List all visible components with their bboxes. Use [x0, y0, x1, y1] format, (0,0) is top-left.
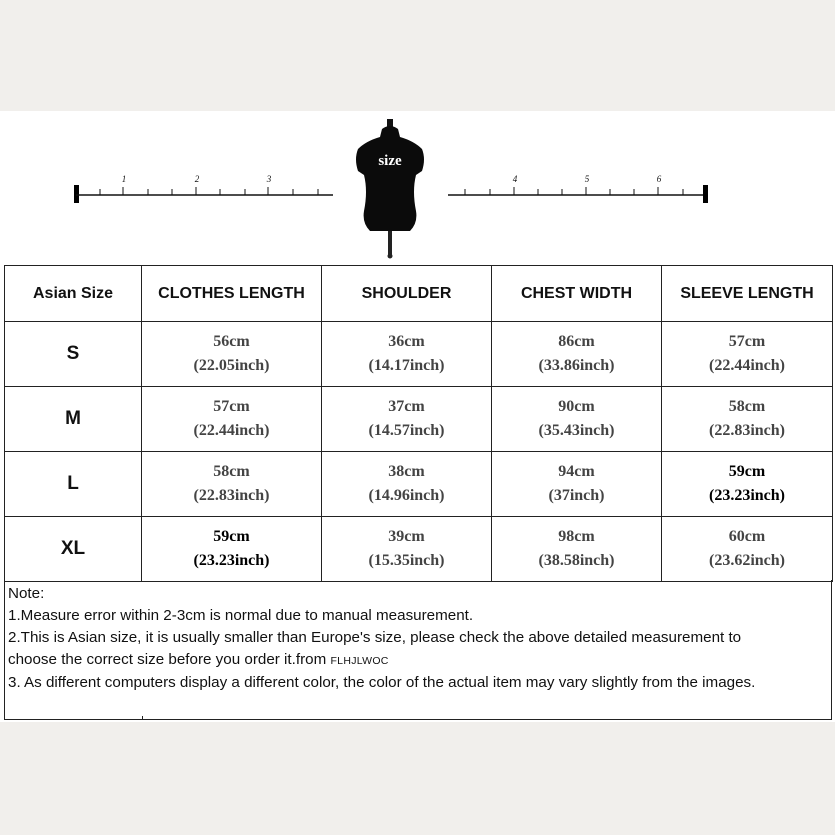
shoulder-cell [322, 452, 492, 517]
mannequin-icon [346, 119, 434, 259]
brand-name: FLHJLWOC [330, 655, 389, 667]
shoulder-cell [322, 387, 492, 452]
inch-value: (22.44inch) [193, 422, 270, 439]
table-row [5, 452, 833, 517]
inch-value: (23.23inch) [709, 487, 785, 504]
column-header-asian-size: Asian Size [5, 266, 142, 322]
cm-value: 58cm [213, 463, 250, 480]
inch-value: (23.23inch) [193, 552, 270, 569]
ruler-number-3: 3 [266, 174, 272, 184]
size-label: S [5, 322, 142, 387]
notes-section [4, 580, 832, 720]
cm-value: 37cm [388, 398, 425, 415]
sleeve-length-cell [662, 322, 833, 387]
sleeve-length-cell [662, 387, 833, 452]
cm-value: 57cm [213, 398, 250, 415]
ruler-number-5: 5 [584, 174, 590, 184]
cm-value: 60cm [728, 528, 766, 545]
table-row [5, 387, 833, 452]
clothes-length-cell [142, 387, 322, 452]
sleeve-length-cell [662, 452, 833, 517]
right-ruler [448, 185, 708, 203]
note-line-2b-text: choose the correct size before you order it.from [8, 651, 331, 668]
note-line-2b [8, 649, 828, 672]
mannequin-label: size [378, 153, 402, 169]
inch-value: (14.96inch) [368, 487, 445, 504]
sleeve-length-cell [662, 517, 833, 582]
ruler-number-4: 4 [512, 174, 518, 184]
cm-value: 57cm [728, 333, 766, 350]
cm-value: 56cm [213, 333, 250, 350]
size-label: L [5, 452, 142, 517]
table-row [5, 517, 833, 582]
inch-value: (15.35inch) [368, 552, 445, 569]
cm-value: 94cm [558, 463, 595, 480]
shoulder-cell [322, 322, 492, 387]
ruler-number-1: 1 [121, 174, 127, 184]
left-ruler [74, 185, 333, 203]
clothes-length-cell [142, 322, 322, 387]
inch-value: (14.57inch) [368, 422, 445, 439]
table-header-row [5, 266, 833, 322]
size-chart-sheet [0, 111, 835, 722]
divider-stub [142, 716, 143, 720]
ruler-number-2: 2 [194, 174, 200, 184]
column-header-sleeve-length: SLEEVE LENGTH [662, 266, 833, 322]
inch-value: (23.62inch) [709, 552, 785, 569]
notes-title: Note: [8, 585, 45, 602]
column-header-shoulder: SHOULDER [322, 266, 492, 322]
chest-width-cell [492, 452, 662, 517]
column-header-clothes-length: CLOTHES LENGTH [142, 266, 322, 322]
cm-value: 98cm [558, 528, 595, 545]
inch-value: (22.05inch) [193, 357, 270, 374]
ruler-number-6: 6 [656, 174, 662, 184]
note-line-1: 1.Measure error within 2-3cm is normal due to manual measurement. [8, 607, 474, 624]
column-header-chest-width: CHEST WIDTH [492, 266, 662, 322]
shoulder-cell [322, 517, 492, 582]
size-label: XL [5, 517, 142, 582]
cm-value: 38cm [388, 463, 425, 480]
inch-value: (35.43inch) [538, 422, 615, 439]
size-label: M [5, 387, 142, 452]
note-line-2a: 2.This is Asian size, it is usually smaller than Europe's size, please check the above detailed measurement to [8, 629, 742, 646]
size-table [4, 265, 833, 582]
table-row [5, 322, 833, 387]
clothes-length-cell [142, 452, 322, 517]
inch-value: (14.17inch) [368, 357, 445, 374]
inch-value: (22.83inch) [709, 422, 785, 439]
inch-value: (22.83inch) [193, 487, 270, 504]
inch-value: (33.86inch) [538, 357, 615, 374]
note-line-3: 3. As different computers display a different color, the color of the actual item may vary slightly from the images. [8, 674, 756, 691]
cm-value: 59cm [728, 463, 766, 480]
chest-width-cell [492, 322, 662, 387]
header-illustration [0, 111, 835, 266]
chest-width-cell [492, 517, 662, 582]
cm-value: 86cm [558, 333, 595, 350]
inch-value: (38.58inch) [538, 552, 615, 569]
inch-value: (37inch) [548, 487, 605, 504]
cm-value: 36cm [388, 333, 425, 350]
cm-value: 58cm [728, 398, 766, 415]
cm-value: 90cm [558, 398, 595, 415]
chest-width-cell [492, 387, 662, 452]
cm-value: 59cm [213, 528, 250, 545]
clothes-length-cell [142, 517, 322, 582]
inch-value: (22.44inch) [709, 357, 785, 374]
cm-value: 39cm [388, 528, 425, 545]
